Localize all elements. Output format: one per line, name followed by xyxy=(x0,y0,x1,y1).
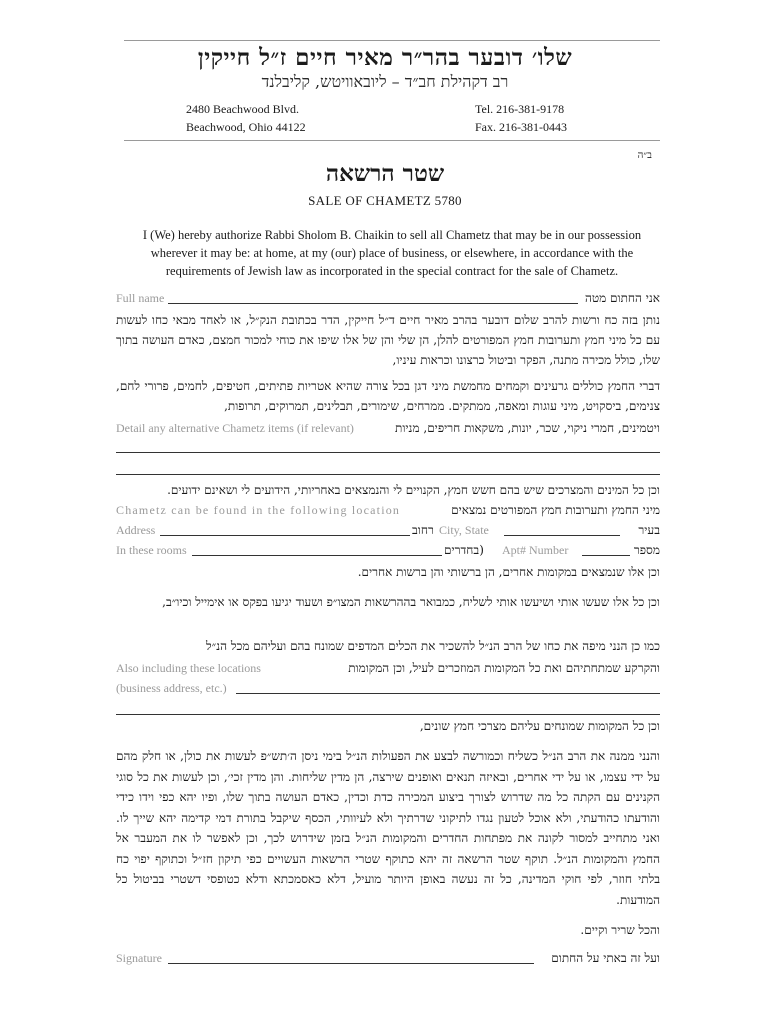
also-locations-label: Also including these locations xyxy=(116,661,261,675)
street-he-label: רחוב xyxy=(412,523,434,537)
address-row xyxy=(116,520,660,540)
city-he-label: בעיר xyxy=(638,523,660,537)
city-state-label: City, State xyxy=(439,523,489,537)
agents-paragraph-he: וכן כל אלו שעשו אותי ושיעשו אותי לשליח, כמבואר בההרשאות המצו״פ ושעוד יגיעו בפקס או אימייל וכיו״ב, xyxy=(162,595,660,609)
signature-row xyxy=(116,948,660,968)
items-detail-label: Detail any alternative Chametz items (if relevant) xyxy=(116,421,354,435)
items-detail-line-1[interactable] xyxy=(116,452,660,453)
other-locations-line: וכן אלו שנמצאים במקומות אחרים, הן ברשותי והן ברשות אחרים. xyxy=(357,565,660,579)
header-rule-top xyxy=(124,40,660,41)
full-name-row xyxy=(116,288,660,308)
document-subtitle: SALE OF CHAMETZ 5780 xyxy=(308,193,462,208)
number-he-label: מספר xyxy=(633,543,660,557)
items-detail-line-2[interactable] xyxy=(116,474,660,475)
authorization-paragraph-he: נותן בזה כח ורשות להרב שלום דובער בהרב מאיר חיים ד״ל חייקין, הדר בכתובת הנק״ל, או לאחד מבאי כחו לעשות עם כל מיני חמץ ותערובות חמץ המפורטים להלן, הן שלי והן של אלו שיפו את כוחי למכור חמצם, כאדם העושה בתוך שלו, כולל מכירה מתנה, הפקר וביטול כרצונו וכראות עיניו, xyxy=(116,313,660,367)
full-name-he-label: אני החתום מטה xyxy=(584,291,660,305)
full-name-label: Full name xyxy=(116,291,165,305)
rabbi-name-heading: שלו׳ דובער בהר״ר מאיר חיים ז״ל חייקין xyxy=(197,44,573,71)
location-he: מיני החמץ ותערובות חמץ המפורטים נמצאים xyxy=(451,503,660,517)
business-address-row xyxy=(116,678,660,698)
apt-number-label: Apt# Number xyxy=(502,543,569,557)
business-address-line-2[interactable] xyxy=(116,714,660,715)
signature-field[interactable] xyxy=(168,950,534,964)
chametz-items-paragraph-he: דברי החמץ כוללים גרעינים וקמחים מחמשת מיני דגן בכל צורה שהיא אטריות פתיתים, חטיפים, לחמים, פרורי לחם, צנימים, ביסקויט, מיני עוגות ומאפה, ממתקים. ממרחים, שימורים, תבלינים, תמרוקים, תרופות, xyxy=(116,379,660,413)
location-label: Chametz can be found in the following location xyxy=(116,503,401,517)
business-address-field[interactable] xyxy=(236,680,660,694)
rooms-he-label: בחדרים) xyxy=(444,543,484,557)
address-line-2: Beachwood, Ohio 44122 xyxy=(186,120,306,134)
authorization-intro: I (We) hereby authorize Rabbi Sholom B. Chaikin to sell all Chametz that may be in our possession wherever it may be: at home, at my (our) place of business, or elsewhere, in accordance with the requirements of Jewish law as incorporated in the special contract for the sale of Chametz. xyxy=(142,228,642,278)
full-name-field[interactable] xyxy=(168,290,578,304)
address-line-1: 2480 Beachwood Blvd. xyxy=(186,102,299,116)
known-items-line: וכן כל המינים והמצרכים שיש בהם חשש חמץ, הקנויים לי והנמצאים באחריותי, הידועים לי ושאינם ידועים. xyxy=(167,483,660,497)
items-detail-he: ויטמינים, חמרי ניקוי, שכר, יונות, משקאות חריפים, מניות xyxy=(395,421,660,435)
city-state-field[interactable] xyxy=(504,522,620,536)
rooms-field[interactable] xyxy=(192,542,442,556)
telephone: Tel. 216-381-9178 xyxy=(475,102,565,116)
street-address-block xyxy=(186,100,306,136)
places-line: וכן כל המקומות שמונחים עליהם מצרכי חמץ שונים, xyxy=(419,719,660,733)
address-label: Address xyxy=(116,523,156,537)
rooms-label: In these rooms xyxy=(116,543,187,557)
also-locations-row xyxy=(116,658,660,678)
also-locations-he: והקרקע שמתחתיהם ואת כל המקומות המוזכרים לעיל, וכן המקומות xyxy=(348,661,660,675)
agency-paragraph-he: והנני ממנה את הרב הנ״ל כשליח וכמורשה לבצע את הפעולות הנ״ל בימי ניסן ה׳תש״פ לעשות את כולן, או חלק מהם על ידי עצמו, או על ידי אחרים, ובאיזה תנאים ואופנים שירצה, הן מדין שליחות. והן מדין זכי׳, וכן לעשות את כל סוגי הקנינים עם הקתה כל מה שדרוש לצורך ביצוע המכירה כדת וכדין, כאדם העושה בתוך שלו, ופיו יהא כפי וידו כידי והודעתו כהודעתי, ולא אוכל לטעון נגדו לתיקוני שדרתיך ולא לעיוותי, הכסף שיקבל בתורת דמי קדימה יהא שייך לו. ואני מתחייב למסור לקונה את מפתחות החדרים והמקומות הנ״ל בזמן שידרוש לכך, וכן לאפשר לו את המעבר אל החמץ והמקומות הנ״ל. תוקף שטר הרשאה זה יהא כתוקף שטרי הרשאות העשויים כפי תיקון חז״ל וכתוקף יפוי כח בלתי חוזר, לפי חוקי המדינה, כל זה נעשה באופן היותר מועיל, דלא כאסמכתא ודלא כטופסי דשטרי בביטול כל המודעות. xyxy=(116,749,660,907)
contact-block xyxy=(475,100,567,136)
bh-mark: ב״ה xyxy=(637,150,652,161)
business-address-label: (business address, etc.) xyxy=(116,681,227,695)
location-row xyxy=(116,500,660,520)
apt-number-field[interactable] xyxy=(582,542,630,556)
rooms-row xyxy=(116,540,660,560)
header-rule-bottom xyxy=(124,140,660,141)
document-title: שטר הרשאה xyxy=(325,160,445,187)
fax: Fax. 216-381-0443 xyxy=(475,120,567,134)
items-detail-row xyxy=(116,418,660,438)
address-field[interactable] xyxy=(160,522,410,536)
congregation-subtitle: רב דקהילת חב״ד – ליובאוויטש, קליבלנד xyxy=(261,72,509,91)
valid-line: והכל שריר וקיים. xyxy=(580,923,660,937)
signature-label: Signature xyxy=(116,951,162,965)
signature-he-label: ועל זה באתי על החתום xyxy=(551,951,660,965)
rent-vessels-paragraph-he: כמו כן הנני מיפה את כחו של הרב הנ״ל להשכיר את הכלים המדפים שמונח בהם ועליהם מכל הנ״ל xyxy=(206,639,660,653)
